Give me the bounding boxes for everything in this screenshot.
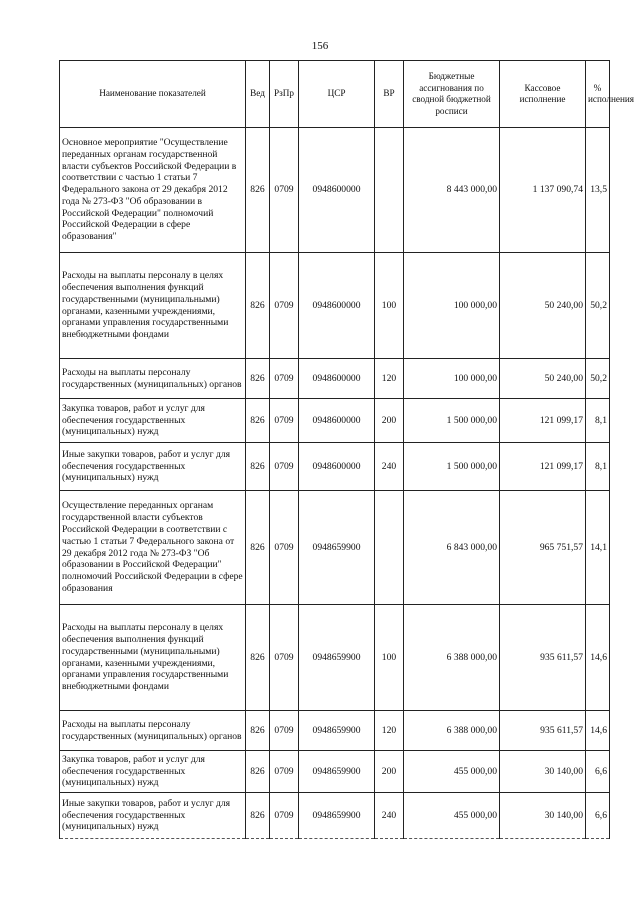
row-vr: 200 (375, 751, 404, 793)
row-csr: 0948600000 (299, 253, 375, 359)
row-vr: 200 (375, 399, 404, 443)
row-ved: 826 (246, 399, 270, 443)
row-name: Иные закупки товаров, работ и услуг для обеспечения государственных (муниципальных) нужд (60, 443, 246, 491)
row-csr: 0948600000 (299, 359, 375, 399)
row-cash: 30 140,00 (500, 793, 586, 839)
row-rzpr: 0709 (270, 399, 299, 443)
row-percent: 14,6 (586, 605, 610, 711)
row-cash: 50 240,00 (500, 253, 586, 359)
column-header-name: Наименование показателей (60, 61, 246, 128)
row-budget: 100 000,00 (404, 253, 500, 359)
row-rzpr: 0709 (270, 253, 299, 359)
row-name: Расходы на выплаты персоналу в целях обеспечения выполнения функций государственными (муниципальными) органами, казенными учреждениями, органами управления государственными внебюджетными фондами (60, 605, 246, 711)
table-header-row (60, 61, 610, 128)
row-percent: 13,5 (586, 128, 610, 253)
row-ved: 826 (246, 605, 270, 711)
row-ved: 826 (246, 443, 270, 491)
row-budget: 6 388 000,00 (404, 605, 500, 711)
row-vr (375, 128, 404, 253)
row-rzpr: 0709 (270, 491, 299, 605)
row-csr: 0948600000 (299, 128, 375, 253)
table-row (60, 359, 610, 399)
row-percent: 8,1 (586, 399, 610, 443)
row-percent: 6,6 (586, 793, 610, 839)
row-rzpr: 0709 (270, 711, 299, 751)
row-cash: 30 140,00 (500, 751, 586, 793)
column-header-ved: Вед (246, 61, 270, 128)
row-csr: 0948659900 (299, 711, 375, 751)
row-ved: 826 (246, 253, 270, 359)
row-ved: 826 (246, 711, 270, 751)
row-percent: 14,1 (586, 491, 610, 605)
row-ved: 826 (246, 491, 270, 605)
row-cash: 50 240,00 (500, 359, 586, 399)
row-cash: 965 751,57 (500, 491, 586, 605)
row-name: Основное мероприятие "Осуществление переданных органам государственной власти субъектов Российской Федерации в соответствии с частью 1 статьи 7 Федерального закона от 29 декабря 2012 года № 273-ФЗ "Об образовании в Российской Федерации" полномочий Российской Федерации в сфере образования" (60, 128, 246, 253)
row-rzpr: 0709 (270, 359, 299, 399)
row-csr: 0948600000 (299, 399, 375, 443)
table-row (60, 443, 610, 491)
row-csr: 0948659900 (299, 491, 375, 605)
column-header-cash: Кассовое исполнение (500, 61, 586, 128)
row-rzpr: 0709 (270, 751, 299, 793)
column-header-rzpr: РзПр (270, 61, 299, 128)
row-csr: 0948659900 (299, 751, 375, 793)
row-csr: 0948600000 (299, 443, 375, 491)
row-name: Расходы на выплаты персоналу в целях обеспечения выполнения функций государственными (муниципальными) органами, казенными учреждениями, органами управления государственными внебюджетными фондами (60, 253, 246, 359)
row-ved: 826 (246, 793, 270, 839)
budget-execution-table (59, 60, 635, 839)
column-header-percent: % исполнения (586, 61, 610, 128)
column-header-vr: ВР (375, 61, 404, 128)
row-budget: 455 000,00 (404, 793, 500, 839)
row-name: Закупка товаров, работ и услуг для обеспечения государственных (муниципальных) нужд (60, 399, 246, 443)
row-budget: 1 500 000,00 (404, 443, 500, 491)
column-header-budget: Бюджетные ассигнования по сводной бюджетной росписи (404, 61, 500, 128)
table-row (60, 399, 610, 443)
table-row (60, 491, 610, 605)
row-budget: 6 388 000,00 (404, 711, 500, 751)
table-row (60, 128, 610, 253)
row-name: Иные закупки товаров, работ и услуг для обеспечения государственных (муниципальных) нужд (60, 793, 246, 839)
row-budget: 455 000,00 (404, 751, 500, 793)
row-csr: 0948659900 (299, 793, 375, 839)
table-row (60, 253, 610, 359)
row-vr: 100 (375, 605, 404, 711)
row-budget: 8 443 000,00 (404, 128, 500, 253)
row-percent: 50,2 (586, 359, 610, 399)
row-ved: 826 (246, 359, 270, 399)
row-rzpr: 0709 (270, 605, 299, 711)
row-name: Расходы на выплаты персоналу государственных (муниципальных) органов (60, 711, 246, 751)
row-vr (375, 491, 404, 605)
row-cash: 121 099,17 (500, 399, 586, 443)
row-name: Осуществление переданных органам государственной власти субъектов Российской Федерации в соответствии с частью 1 статьи 7 Федерального закона от 29 декабря 2012 года № 273-ФЗ "Об образовании в Российской Федерации" полномочий Российской Федерации в сфере образования (60, 491, 246, 605)
row-cash: 935 611,57 (500, 605, 586, 711)
row-percent: 8,1 (586, 443, 610, 491)
row-cash: 1 137 090,74 (500, 128, 586, 253)
row-name: Расходы на выплаты персоналу государственных (муниципальных) органов (60, 359, 246, 399)
row-cash: 935 611,57 (500, 711, 586, 751)
row-csr: 0948659900 (299, 605, 375, 711)
row-budget: 6 843 000,00 (404, 491, 500, 605)
row-vr: 120 (375, 359, 404, 399)
row-name: Закупка товаров, работ и услуг для обеспечения государственных (муниципальных) нужд (60, 751, 246, 793)
row-vr: 120 (375, 711, 404, 751)
row-budget: 1 500 000,00 (404, 399, 500, 443)
row-vr: 240 (375, 443, 404, 491)
row-vr: 100 (375, 253, 404, 359)
table-row (60, 751, 610, 793)
row-rzpr: 0709 (270, 793, 299, 839)
row-ved: 826 (246, 128, 270, 253)
row-rzpr: 0709 (270, 128, 299, 253)
table-row (60, 711, 610, 751)
row-percent: 50,2 (586, 253, 610, 359)
row-percent: 6,6 (586, 751, 610, 793)
row-cash: 121 099,17 (500, 443, 586, 491)
table-row (60, 605, 610, 711)
row-ved: 826 (246, 751, 270, 793)
row-rzpr: 0709 (270, 443, 299, 491)
row-budget: 100 000,00 (404, 359, 500, 399)
page-number: 156 (311, 40, 329, 52)
table-row (60, 793, 610, 839)
row-vr: 240 (375, 793, 404, 839)
row-percent: 14,6 (586, 711, 610, 751)
column-header-csr: ЦСР (299, 61, 375, 128)
